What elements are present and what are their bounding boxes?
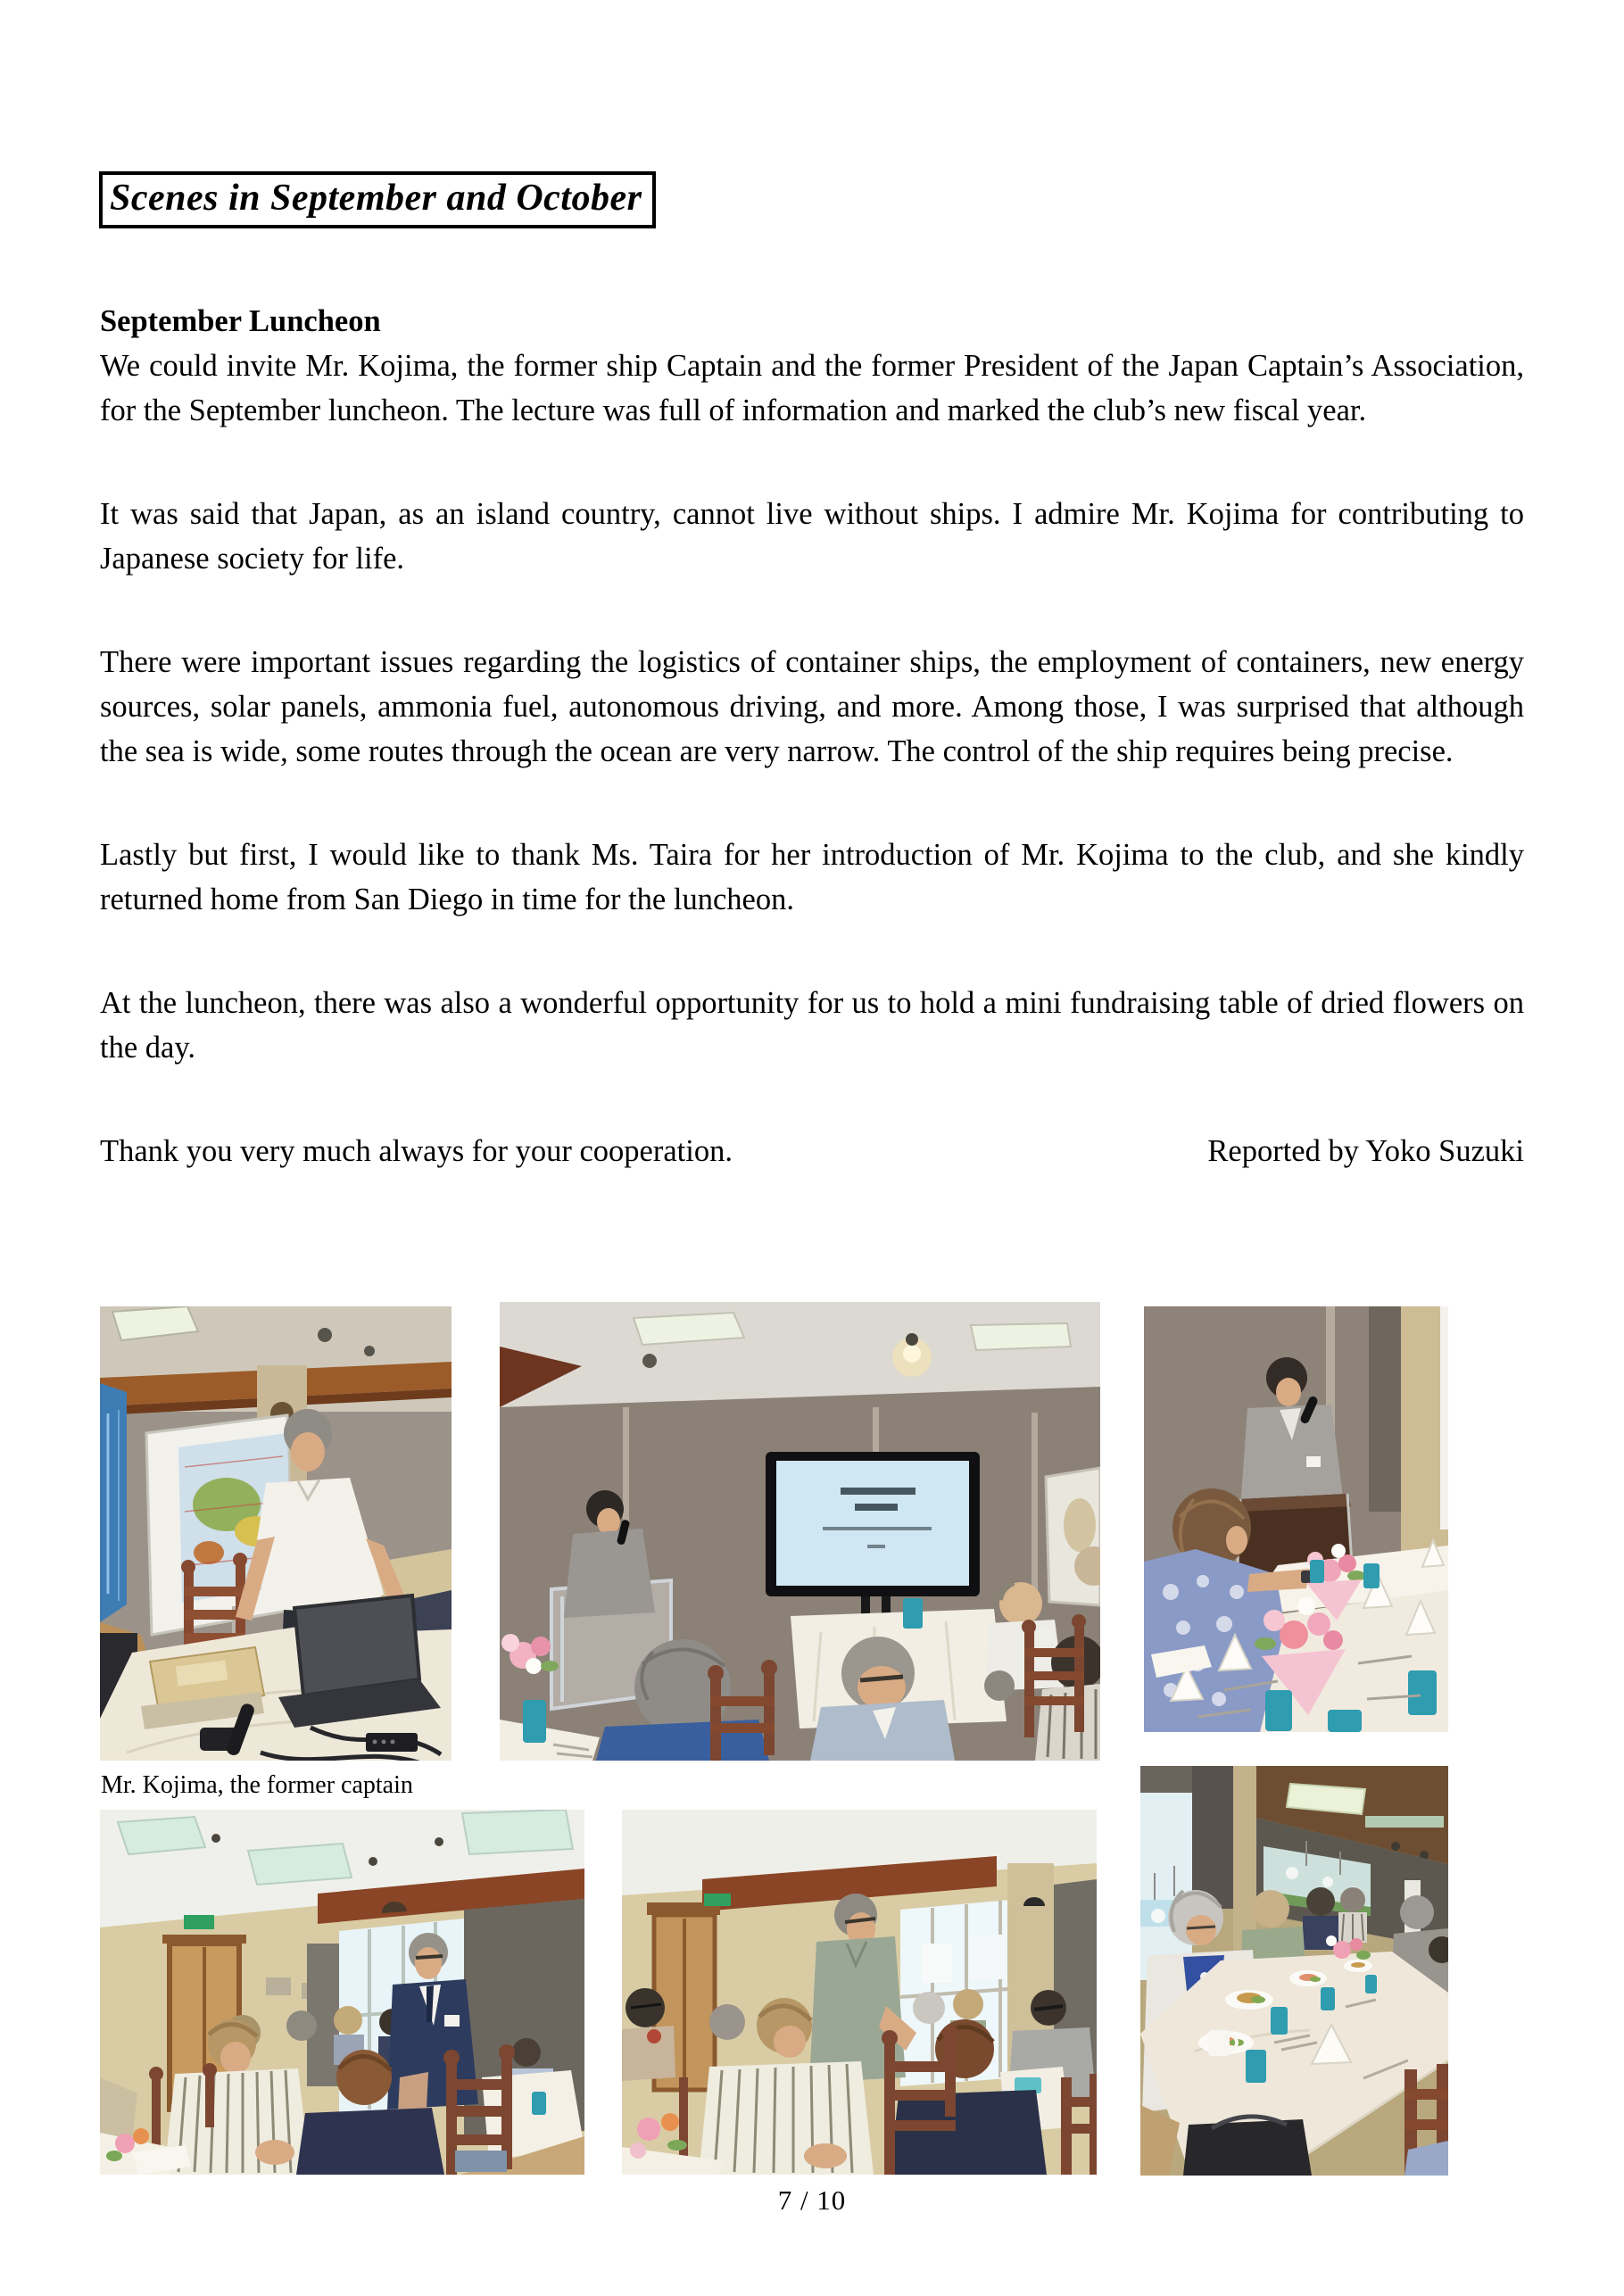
- photo-luncheon-table-image: [1140, 1766, 1448, 2176]
- article-body: [100, 299, 1524, 1173]
- closing-text: Thank you very much always for your cooperation.: [100, 1134, 733, 1168]
- closing-row: [100, 1129, 1524, 1173]
- photo-kojima-at-laptop: [100, 1306, 452, 1761]
- photo-audience-speaker-image: [622, 1810, 1097, 2175]
- photo-luncheon-table: [1140, 1766, 1448, 2176]
- photo-lecture-wide-view: [500, 1302, 1100, 1761]
- paragraph-3: There were important issues regarding the logistics of container ships, the employment of containers, new energy sources, solar panels, ammonia fuel, autonomous driving, and more. Among those, I was surprised that although the sea is wide, some routes through the ocean are very narrow. The control of the ship requires being precise.: [100, 645, 1524, 768]
- paragraph-4: Lastly but first, I would like to thank Ms. Taira for her introduction of Mr. Kojima to the club, and she kindly returned home from San Diego in time for the luncheon.: [100, 838, 1524, 916]
- paragraph-1: We could invite Mr. Kojima, the former ship Captain and the former President of the Japan Captain’s Association, for the September luncheon. The lecture was full of information and marked the club’s new fiscal year.: [100, 349, 1524, 427]
- paragraph-2: It was said that Japan, as an island country, cannot live without ships. I admire Mr. Kojima for contributing to Japanese society for life.: [100, 497, 1524, 576]
- photo-audience-left-view-image: [100, 1810, 584, 2175]
- section-title-box: [99, 171, 656, 228]
- photo-speaker-at-podium: [1144, 1306, 1448, 1732]
- photo-caption: Mr. Kojima, the former captain: [101, 1771, 413, 1799]
- photo-speaker-at-podium-image: [1144, 1306, 1448, 1732]
- byline: Reported by Yoko Suzuki: [1207, 1134, 1524, 1168]
- photo-kojima-at-laptop-image: [100, 1306, 452, 1761]
- paragraph-5: At the luncheon, there was also a wonderful opportunity for us to hold a mini fundraising table of dried flowers on the day.: [100, 986, 1524, 1065]
- section-title: Scenes in September and October: [110, 178, 642, 219]
- article-heading: September Luncheon: [100, 304, 381, 338]
- photo-lecture-wide-view-image: [500, 1302, 1100, 1761]
- photo-audience-speaker: [622, 1810, 1097, 2175]
- page-number: 7 / 10: [777, 2184, 847, 2216]
- photo-audience-left-view: [100, 1810, 584, 2175]
